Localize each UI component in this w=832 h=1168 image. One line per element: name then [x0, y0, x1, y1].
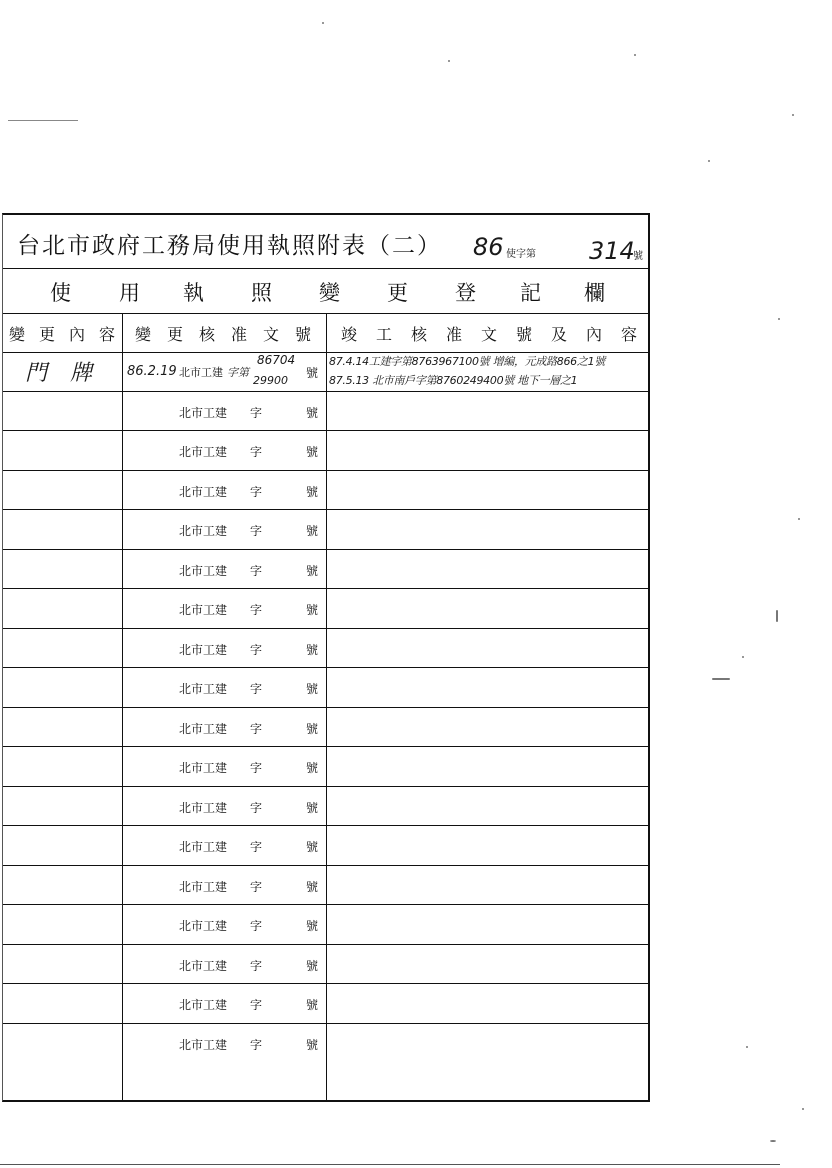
approval-suffix-label: 號 — [306, 405, 319, 420]
table-row — [3, 431, 648, 471]
col3-header-char: 竣 — [341, 325, 358, 344]
approval-word-label: 字 — [250, 563, 263, 578]
approval-suffix-label: 號 — [306, 761, 319, 775]
approval-office-label: 北市工建 — [179, 484, 228, 499]
approval-suffix-label: 號 — [306, 484, 319, 499]
approval-number-cell — [123, 747, 326, 786]
approval-suffix-label: 號 — [306, 958, 319, 973]
approval-word-label: 字 — [250, 405, 263, 420]
approval-suffix: 號 — [306, 366, 319, 380]
table-row — [3, 352, 648, 392]
approval-office-label: 北市工建 — [179, 761, 228, 775]
change-content-cell — [3, 984, 122, 1023]
change-content-cell — [3, 787, 122, 826]
approval-number-cell — [123, 471, 326, 510]
scan-speck — [712, 678, 730, 680]
approval-office-label: 北市工建 — [179, 405, 228, 420]
completion-cell — [327, 826, 647, 865]
approval-suffix-label: 號 — [306, 998, 319, 1012]
section-title-char: 登 — [455, 281, 476, 305]
approval-suffix-label: 號 — [306, 682, 319, 696]
approval-suffix-label: 號 — [306, 879, 319, 894]
col1-header-char: 內 — [69, 325, 86, 344]
approval-word-label: 字 — [250, 761, 263, 775]
completion-cell — [327, 787, 647, 826]
table-row — [3, 826, 648, 866]
col1-header-char: 變 — [9, 325, 26, 344]
col3-header-char: 准 — [446, 325, 463, 344]
license-attachment-form — [2, 213, 650, 1102]
section-title-char: 記 — [520, 281, 541, 305]
scan-speck — [746, 1046, 748, 1048]
change-content-cell — [3, 945, 122, 984]
change-content-cell — [3, 431, 122, 470]
scan-speck — [792, 114, 794, 116]
approval-number-cell — [123, 431, 326, 470]
completion-line-2: 87.5.13 北市南戶字第8760249400號 地下一層之1 — [329, 374, 578, 387]
completion-cell — [327, 471, 647, 510]
approval-number-cell — [123, 984, 326, 1023]
table-row — [3, 392, 648, 432]
approval-office-label: 北市工建 — [179, 1037, 228, 1052]
scan-speck — [778, 318, 780, 320]
approval-word-label: 字 — [250, 524, 263, 538]
approval-office-label: 北市工建 — [179, 642, 228, 657]
approval-office-label: 北市工建 — [179, 445, 228, 459]
completion-line-1: 87.4.14工建字第8763967100號 增編，元成路866之1號 — [329, 355, 605, 368]
completion-cell — [327, 550, 647, 589]
form-title: 台北市政府工務局使用執照附表（二） — [17, 233, 442, 259]
approval-number-cell — [123, 787, 326, 826]
change-content-cell — [3, 352, 122, 391]
section-title-char: 用 — [119, 281, 140, 305]
change-content-cell — [3, 392, 122, 431]
license-word: 使字第 — [506, 249, 536, 260]
approval-number-cell — [123, 708, 326, 747]
scan-border — [0, 1164, 780, 1165]
approval-office-label: 北市工建 — [179, 524, 228, 538]
change-content-cell — [3, 471, 122, 510]
completion-cell — [327, 945, 647, 984]
completion-cell — [327, 431, 647, 470]
section-title-char: 變 — [319, 281, 340, 305]
approval-office-label: 北市工建 — [179, 603, 228, 617]
approval-office-label: 北市工建 — [179, 563, 228, 578]
table-row — [3, 589, 648, 629]
approval-word-label: 字 — [250, 998, 263, 1012]
col3-header-char: 內 — [586, 325, 603, 344]
approval-word-label: 字 — [250, 603, 263, 617]
completion-cell — [327, 668, 647, 707]
approval-suffix-label: 號 — [306, 603, 319, 617]
approval-number-cell — [123, 945, 326, 984]
table-row — [3, 747, 648, 787]
table-row — [3, 984, 648, 1024]
table-row — [3, 905, 648, 945]
table-row — [3, 866, 648, 906]
section-title-char: 更 — [387, 281, 408, 305]
section-title-char: 照 — [251, 281, 272, 305]
scan-speck — [708, 160, 710, 162]
approval-office-label: 北市工建 — [179, 998, 228, 1012]
approval-office-label: 北市工建 — [179, 721, 228, 736]
approval-office-label: 北市工建 — [179, 840, 228, 854]
table-row — [3, 945, 648, 985]
completion-cell — [327, 984, 647, 1023]
scan-smudge — [8, 120, 78, 121]
approval-suffix-label: 號 — [306, 563, 319, 578]
completion-cell — [327, 1024, 647, 1064]
approval-suffix-label: 號 — [306, 445, 319, 459]
change-content-cell — [3, 1024, 122, 1064]
approval-suffix-label: 號 — [306, 800, 319, 815]
scan-speck — [776, 610, 778, 622]
completion-cell — [327, 392, 647, 431]
change-content-cell — [3, 589, 122, 628]
change-content-cell — [3, 708, 122, 747]
approval-word-label: 字 — [250, 840, 263, 854]
col2-header-char: 准 — [231, 325, 248, 344]
approval-office-label: 北市工建 — [179, 958, 228, 973]
approval-number-cell — [123, 510, 326, 549]
col1-header-char: 容 — [99, 325, 116, 344]
approval-date: 86.2.19 — [127, 364, 177, 379]
approval-number-cell — [123, 550, 326, 589]
entry-rows — [3, 352, 648, 1063]
completion-cell — [327, 747, 647, 786]
col2-header-char: 更 — [167, 325, 184, 344]
scan-speck — [742, 656, 744, 658]
col3-header-char: 號 — [516, 325, 533, 344]
approval-word: 字第 — [227, 366, 249, 379]
section-title-char: 欄 — [584, 281, 605, 305]
change-content-cell — [3, 668, 122, 707]
col3-header-char: 文 — [481, 325, 498, 344]
scan-speck — [634, 54, 636, 56]
scan-speck — [448, 60, 450, 62]
change-content-cell — [3, 905, 122, 944]
completion-cell — [327, 708, 647, 747]
table-row — [3, 787, 648, 827]
approval-suffix-label: 號 — [306, 1037, 319, 1052]
table-row — [3, 510, 648, 550]
approval-word-label: 字 — [250, 642, 263, 657]
table-row — [3, 629, 648, 669]
approval-suffix-label: 號 — [306, 840, 319, 854]
col2-header-char: 核 — [199, 325, 216, 344]
approval-number-cell — [123, 1024, 326, 1064]
approval-suffix-label: 號 — [306, 642, 319, 657]
approval-suffix-label: 號 — [306, 524, 319, 538]
change-content-cell — [3, 629, 122, 668]
approval-office-label: 北市工建 — [179, 800, 228, 815]
completion-cell — [327, 866, 647, 905]
table-row — [3, 471, 648, 511]
col2-header-char: 變 — [135, 325, 152, 344]
section-title-char: 執 — [183, 281, 204, 305]
approval-word-label: 字 — [250, 1037, 263, 1052]
section-title-row — [3, 268, 648, 314]
change-content-cell — [3, 510, 122, 549]
approval-number-cell — [123, 589, 326, 628]
table-row — [3, 668, 648, 708]
col2-header-char: 號 — [295, 325, 312, 344]
approval-word-label: 字 — [250, 721, 263, 736]
form-title-row — [3, 215, 648, 269]
approval-word-label: 字 — [250, 958, 263, 973]
completion-cell — [327, 905, 647, 944]
license-suffix: 號 — [633, 251, 643, 262]
col3-header-char: 核 — [411, 325, 428, 344]
approval-number-top: 86704 — [257, 353, 296, 367]
scan-speck — [322, 22, 324, 24]
section-title-char: 使 — [50, 281, 71, 305]
table-row — [3, 1024, 648, 1064]
approval-number-cell — [123, 826, 326, 865]
license-year: 86 — [473, 233, 504, 261]
change-content: 門 牌 — [25, 361, 100, 386]
approval-word-label: 字 — [250, 445, 263, 459]
col2-header-char: 文 — [263, 325, 280, 344]
approval-number-bottom: 29900 — [253, 374, 288, 387]
approval-word-label: 字 — [250, 919, 263, 933]
approval-number-cell — [123, 352, 326, 391]
approval-number-cell — [123, 629, 326, 668]
approval-office-label: 北市工建 — [179, 682, 228, 696]
approval-word-label: 字 — [250, 879, 263, 894]
col1-header-char: 更 — [39, 325, 56, 344]
change-content-cell — [3, 866, 122, 905]
approval-office: 北市工建 — [179, 366, 223, 379]
scan-speck — [802, 1108, 804, 1110]
approval-suffix-label: 號 — [306, 919, 319, 933]
approval-word-label: 字 — [250, 800, 263, 815]
approval-number-cell — [123, 392, 326, 431]
approval-office-label: 北市工建 — [179, 919, 228, 933]
col3-header-char: 容 — [621, 325, 638, 344]
approval-word-label: 字 — [250, 484, 263, 499]
col3-header-char: 工 — [376, 325, 393, 344]
completion-cell — [327, 510, 647, 549]
approval-number-cell — [123, 668, 326, 707]
completion-cell — [327, 589, 647, 628]
approval-office-label: 北市工建 — [179, 879, 228, 894]
completion-cell — [327, 352, 647, 391]
change-content-cell — [3, 550, 122, 589]
approval-number-cell — [123, 866, 326, 905]
license-number: 314 — [589, 237, 635, 265]
approval-number-cell — [123, 905, 326, 944]
change-content-cell — [3, 747, 122, 786]
table-row — [3, 550, 648, 590]
approval-suffix-label: 號 — [306, 721, 319, 736]
approval-word-label: 字 — [250, 682, 263, 696]
scan-speck — [770, 1140, 776, 1142]
table-row — [3, 708, 648, 748]
change-content-cell — [3, 826, 122, 865]
scan-speck — [798, 518, 800, 520]
col3-header-char: 及 — [551, 325, 568, 344]
completion-cell — [327, 629, 647, 668]
